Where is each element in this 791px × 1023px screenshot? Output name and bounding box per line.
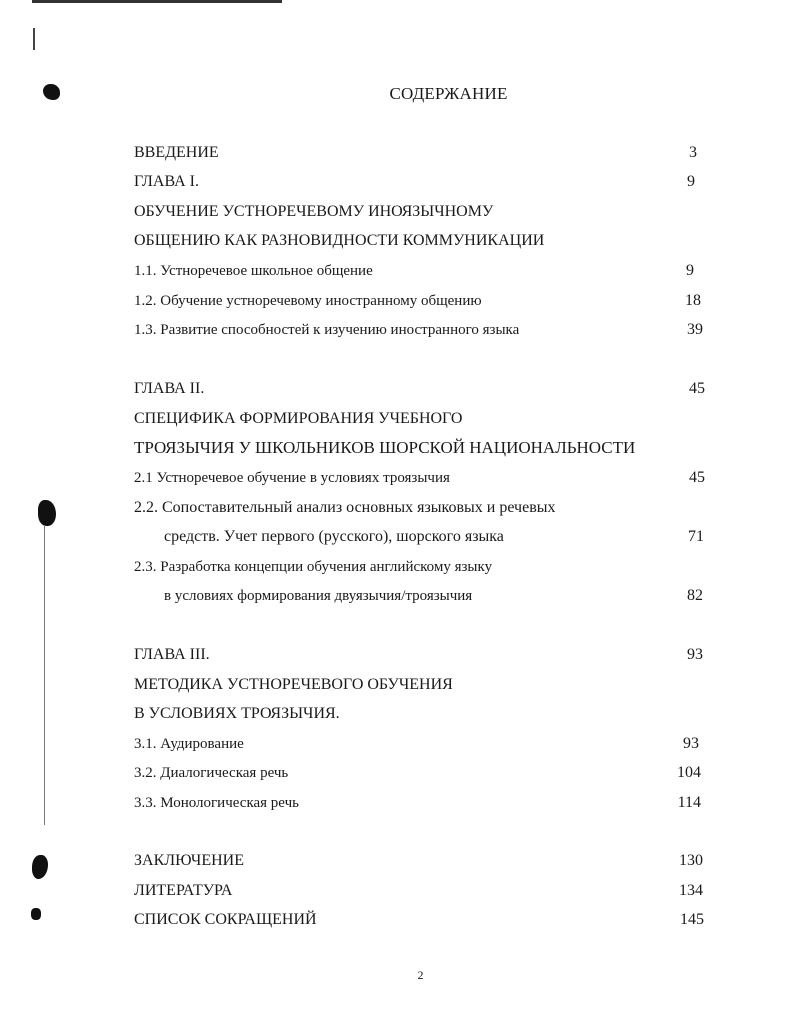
toc-entry-page: 134 — [679, 882, 703, 899]
toc-entry-page: 9 — [686, 262, 694, 279]
toc-entry-text: 1.3. Развитие способностей к изучению иностранного языка — [134, 322, 520, 338]
toc-entry-page: 9 — [687, 173, 695, 190]
toc-entry-text: 2.2. Сопоставительный анализ основных языковых и речевых — [134, 499, 556, 516]
toc-entry-page: 3 — [689, 144, 697, 161]
toc-entry-text: ЗАКЛЮЧЕНИЕ — [134, 852, 244, 869]
page-title: СОДЕРЖАНИЕ — [389, 84, 508, 103]
toc-entry-page: 130 — [679, 852, 703, 869]
scan-left-margin-line — [44, 525, 45, 825]
toc-entry-page: 93 — [683, 735, 699, 752]
toc-entry-text: 3.1. Аудирование — [134, 736, 244, 752]
toc-entry-text: МЕТОДИКА УСТНОРЕЧЕВОГО ОБУЧЕНИЯ — [134, 676, 453, 693]
toc-entry-text: 1.1. Устноречевое школьное общение — [134, 263, 373, 279]
toc-entry-page: 104 — [677, 764, 701, 781]
toc-entry-text: ГЛАВА II. — [134, 380, 205, 397]
toc-entry-page: 39 — [687, 321, 703, 338]
toc-entry-text: В УСЛОВИЯХ ТРОЯЗЫЧИЯ. — [134, 705, 340, 722]
scan-blot-3 — [32, 855, 48, 879]
toc-entry-page: 71 — [688, 528, 704, 545]
toc-entry-page: 82 — [687, 587, 703, 604]
toc-entry-text: СПЕЦИФИКА ФОРМИРОВАНИЯ УЧЕБНОГО — [134, 410, 463, 427]
toc-entry-text: 1.2. Обучение устноречевому иностранному общению — [134, 293, 482, 309]
scan-left-tick — [33, 28, 35, 50]
toc-entry-text: 3.3. Монологическая речь — [134, 795, 299, 811]
toc-entry-page: 145 — [680, 911, 704, 928]
toc-entry-text: ОБУЧЕНИЕ УСТНОРЕЧЕВОМУ ИНОЯЗЫЧНОМУ — [134, 203, 494, 220]
toc-entry-text: 2.3. Разработка концепции обучения английскому языку — [134, 559, 493, 575]
page-number: 2 — [417, 968, 424, 982]
toc-entry-text: СПИСОК СОКРАЩЕНИЙ — [134, 911, 317, 928]
toc-entry-page: 45 — [689, 469, 705, 486]
scan-blot-2 — [38, 500, 56, 526]
toc-entry-text: средств. Учет первого (русского), шорского языка — [164, 528, 504, 545]
toc-entry-page: 18 — [685, 292, 701, 309]
scan-blot-4 — [31, 908, 41, 920]
toc-entry-text: ОБЩЕНИЮ КАК РАЗНОВИДНОСТИ КОММУНИКАЦИИ — [134, 232, 545, 249]
toc-entry-text: ТРОЯЗЫЧИЯ У ШКОЛЬНИКОВ ШОРСКОЙ НАЦИОНАЛЬНОСТИ — [134, 438, 636, 457]
toc-entry-text: ГЛАВА III. — [134, 646, 210, 663]
toc-entry-page: 93 — [687, 646, 703, 663]
toc-entry-text: ВВЕДЕНИЕ — [134, 144, 219, 161]
toc-entry-text: в условиях формирования двуязычия/троязычия — [164, 588, 473, 604]
toc-entry-page: 114 — [677, 794, 701, 811]
toc-entry-text: ГЛАВА I. — [134, 173, 199, 190]
toc-entry-text: 2.1 Устноречевое обучение в условиях троязычия — [134, 470, 450, 486]
scan-top-rule — [32, 0, 282, 3]
toc-entry-page: 45 — [689, 380, 705, 397]
toc-entry-text: 3.2. Диалогическая речь — [134, 765, 289, 781]
toc-entry-text: ЛИТЕРАТУРА — [134, 882, 233, 899]
